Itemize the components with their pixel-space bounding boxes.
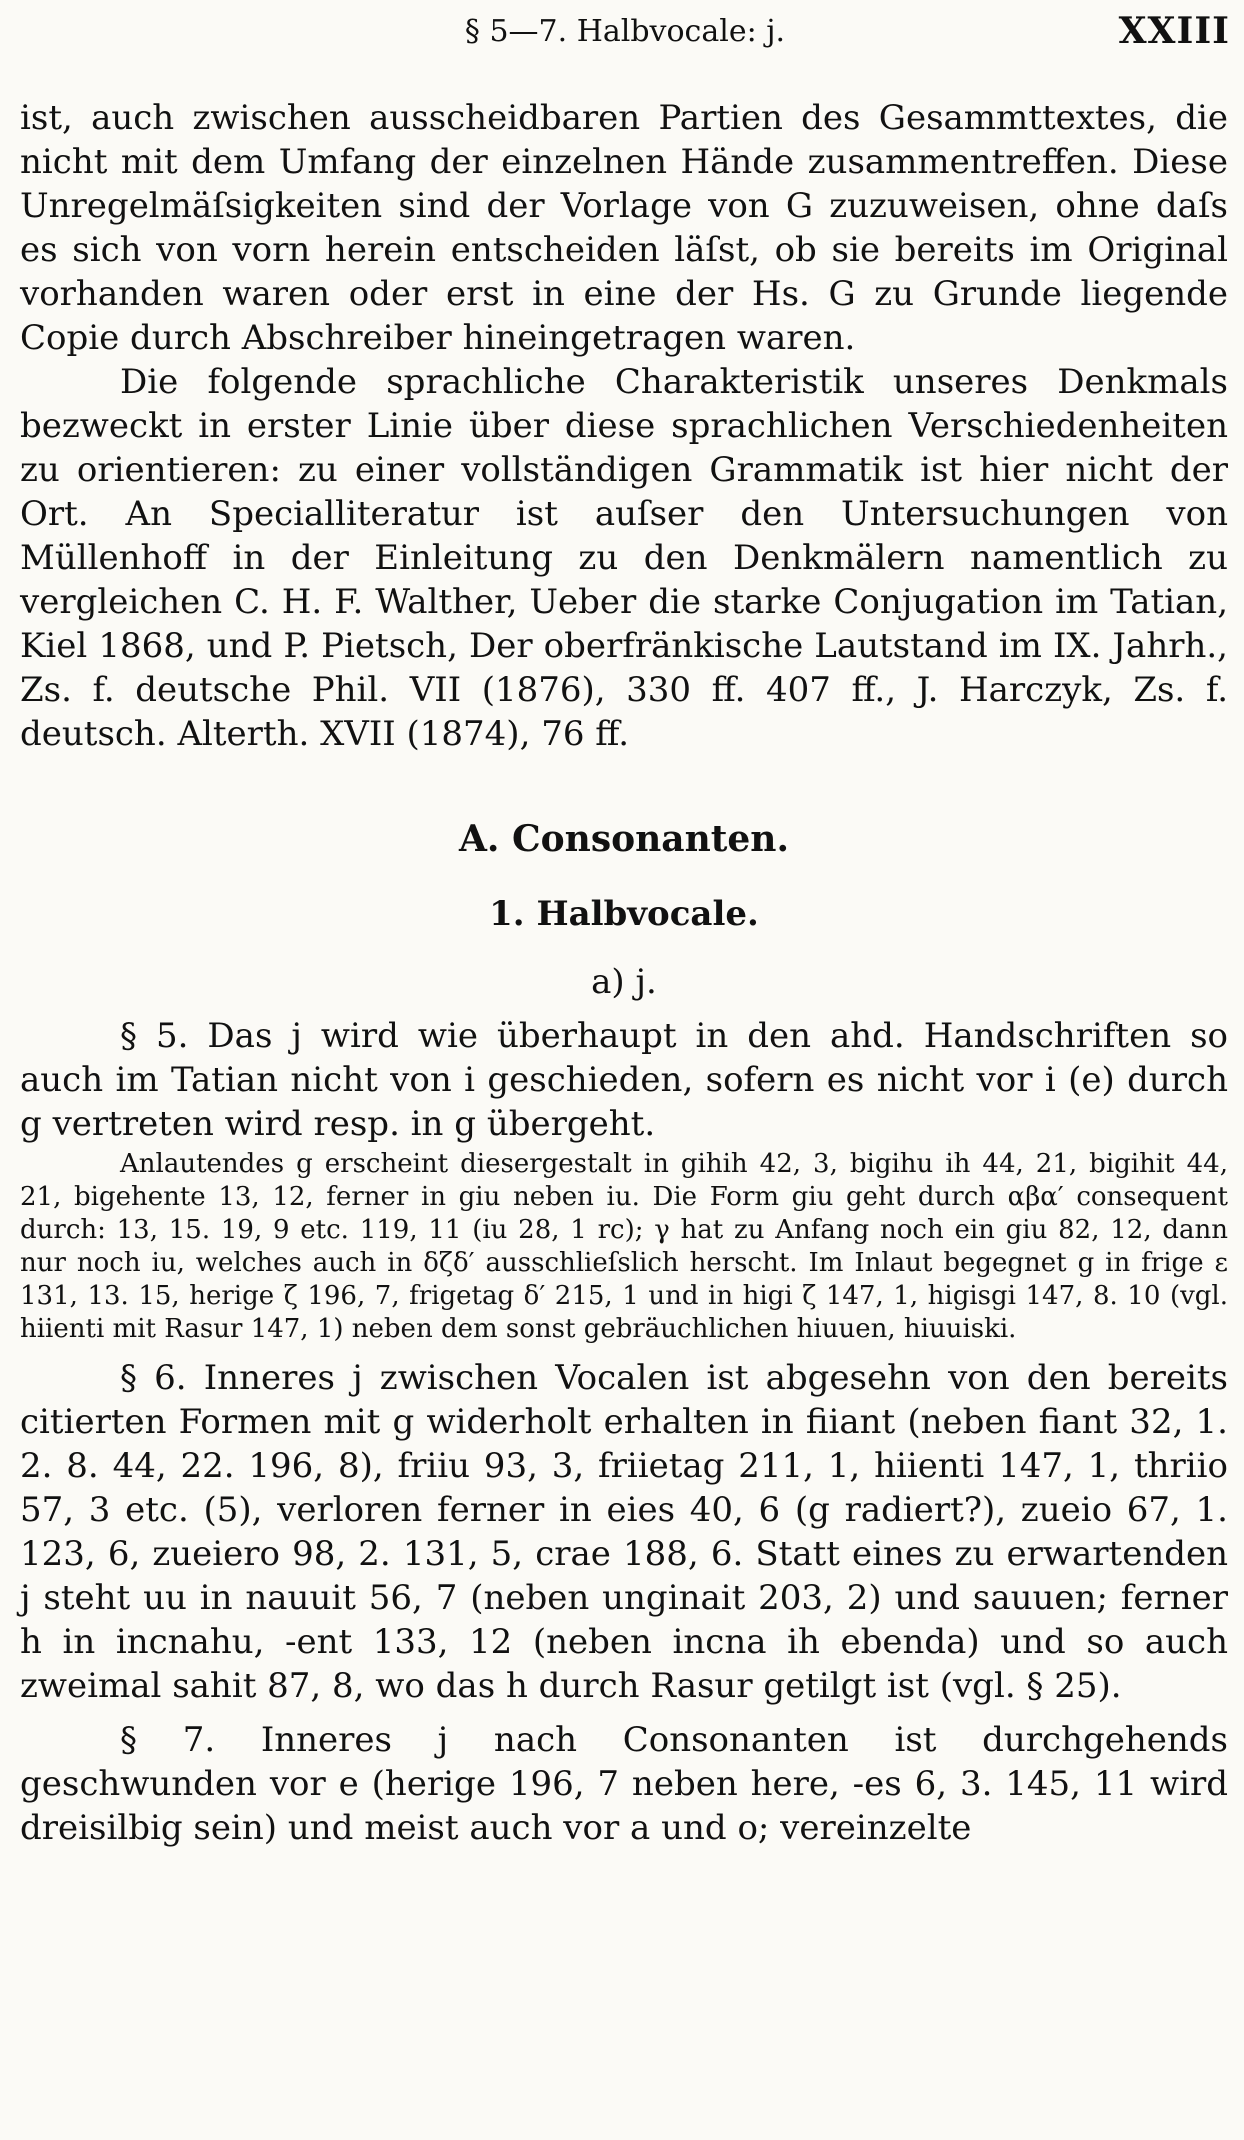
intro-paragraph-1: ist, auch zwischen ausscheidbaren Partien des Gesammttextes, die nicht mit dem Umfang der einzelnen Hände zusammentreffen. Diese Unregelmäſsigkeiten sind der Vorlage von G zuzuweisen, ohne daſs es sich von vorn herein entscheiden läſst, ob sie bereits im Original vorhanden waren oder erst in eine der Hs. G zu Grunde liegende Copie durch Abschreiber hineingetragen waren. — [20, 98, 1228, 358]
paragraph-5-note-block — [20, 1148, 1228, 1346]
page-body — [20, 96, 1228, 1850]
letter-heading: a) j. — [591, 962, 657, 1002]
paragraph-5: § 5. Das j wird wie überhaupt in den ahd. Handschriften so auch im Tatian nicht von i geschieden, sofern es nicht vor i (e) durch g vertreten wird resp. in g übergeht. — [20, 1016, 1228, 1144]
running-title: § 5—7. Halbvocale: j. — [464, 14, 786, 49]
subsection-heading: 1. Halbvocale. — [489, 894, 759, 934]
page-header — [20, 8, 1230, 56]
paragraph-7: § 7. Inneres j nach Consonanten ist durchgehends geschwunden vor e (herige 196, 7 neben here, -es 6, 3. 145, 11 wird dreisilbig sein) und meist auch vor a und o; vereinzelte — [20, 1720, 1228, 1848]
intro-paragraph-2: Die folgende sprachliche Charakteristik unseres Denkmals bezweckt in erster Linie über diese sprachlichen Verschiedenheiten zu orientieren: zu einer vollständigen Grammatik ist hier nicht der Ort. An Specialliteratur ist auſser den Untersuchungen von Müllenhoff in der Einleitung zu den Denkmälern namentlich zu vergleichen C. H. F. Walther, Ueber die starke Conjugation im Tatian, Kiel 1868, und P. Pietsch, Der oberfränkische Lautstand im IX. Jahrh., Zs. f. deutsche Phil. VII (1876), 330 ff. 407 ff., J. Harczyk, Zs. f. deutsch. Alterth. XVII (1874), 76 ff. — [20, 362, 1228, 754]
paragraph-6: § 6. Inneres j zwischen Vocalen ist abgesehn von den bereits citierten Formen mit g widerholt erhalten in fiiant (neben fiant 32, 1. 2. 8. 44, 22. 196, 8), friiu 93, 3, friietag 211, 1, hiienti 147, 1, thriio 57, 3 etc. (5), verloren ferner in eies 40, 6 (g radiert?), zueio 67, 1. 123, 6, zueiero 98, 2. 131, 5, crae 188, 6. Statt eines zu erwartenden j steht uu in nauuit 56, 7 (neben unginait 203, 2) und sauuen; ferner h in incnahu, -ent 133, 12 (neben incna ih ebenda) und so auch zweimal sahit 87, 8, wo das h durch Rasur getilgt ist (vgl. § 25). — [20, 1358, 1228, 1706]
paragraph-5-note: Anlautendes g erscheint diesergestalt in gihih 42, 3, bigihu ih 44, 21, bigihit 44, 21, bigehente 13, 12, ferner in giu neben iu. Die Form giu geht durch αβα′ consequent durch: 13, 15. 19, 9 etc. 119, 11 (iu 28, 1 rc); γ hat zu Anfang noch ein giu 82, 12, dann nur noch iu, welches auch in δζδ′ ausschlieſslich herscht. Im Inlaut begegnet g in frige ε 131, 13. 15, herige ζ 196, 7, frigetag δ′ 215, 1 und in higi ζ 147, 1, higisgi 147, 8. 10 (vgl. hiienti mit Rasur 147, 1) neben dem sonst gebräuchlichen hiuuen, hiuuiski. — [20, 1149, 1228, 1344]
page-number: XXIII — [1118, 10, 1230, 52]
section-heading: A. Consonanten. — [458, 818, 790, 860]
